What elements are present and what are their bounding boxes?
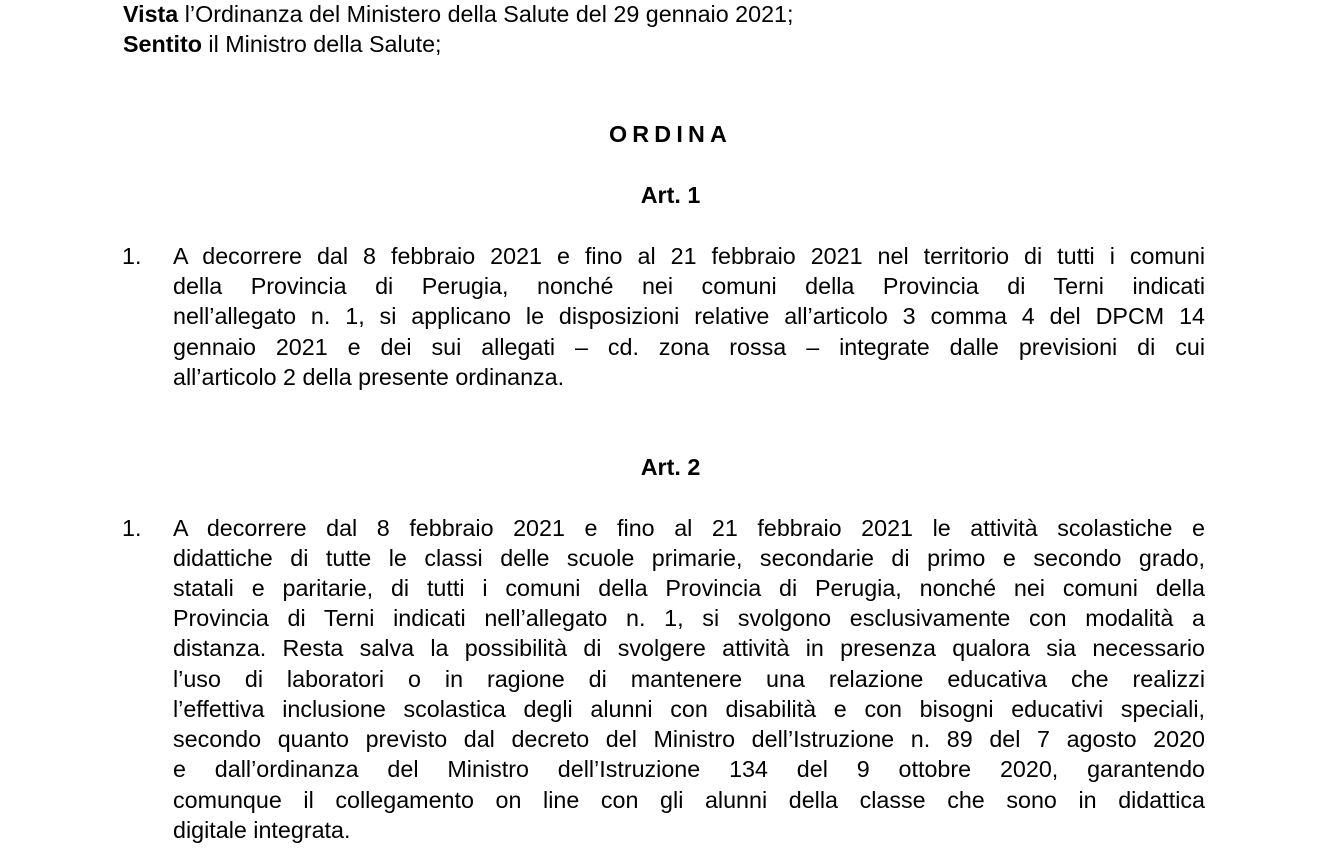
article-2-line: secondo quanto previsto dal decreto del Ministro dell’Istruzione n. 89 del 7 agosto 2020 [173,726,1205,752]
intro-keyword-vista: Vista [123,1,179,27]
intro-keyword-sentito: Sentito [123,31,202,57]
article-2-line: e dall’ordinanza del Ministro dell’Istruzione 134 del 9 ottobre 2020, garantendo [173,756,1205,782]
article-2-line: distanza. Resta salva la possibilità di svolgere attività in presenza qualora sia necessario [173,635,1205,661]
article-2-line: l’effettiva inclusione scolastica degli alunni con disabilità e con bisogni educativi speciali, [173,696,1205,722]
article-2-line: A decorrere dal 8 febbraio 2021 e fino al 21 febbraio 2021 le attività scolastiche e [173,515,1205,541]
article-2-line: statali e paritarie, di tutti i comuni della Provincia di Perugia, nonché nei comuni della [173,575,1205,601]
intro-text-vista: l’Ordinanza del Ministero della Salute del 29 gennaio 2021; [178,1,794,27]
article-2-line: digitale integrata. [173,817,351,843]
article-2-heading: Art. 2 [640,454,701,480]
article-2-line: comunque il collegamento on line con gli alunni della classe che sono in didattica [173,787,1205,813]
article-1-line: A decorrere dal 8 febbraio 2021 e fino al 21 febbraio 2021 nel territorio di tutti i comuni [173,243,1205,269]
article-1-heading: Art. 1 [640,182,701,208]
article-1-line: della Provincia di Perugia, nonché nei comuni della Provincia di Terni indicati [173,273,1205,299]
intro-line-sentito [123,29,442,59]
article-2-line: Provincia di Terni indicati nell’allegato n. 1, si svolgono esclusivamente con modalità a [173,605,1205,631]
article-2-item-number: 1. [122,515,142,541]
ordina-heading: ORDINA [608,121,733,147]
intro-line-vista [123,0,793,29]
article-2-line: didattiche di tutte le classi delle scuole primarie, secondarie di primo e secondo grado, [173,545,1205,571]
article-1-line: all’articolo 2 della presente ordinanza. [173,364,565,390]
article-1-line: nell’allegato n. 1, si applicano le disposizioni relative all’articolo 3 comma 4 del DPCM 14 [173,303,1205,329]
article-2-line: l’uso di laboratori o in ragione di mantenere una relazione educativa che realizzi [173,666,1205,692]
article-1-line: gennaio 2021 e dei sui allegati – cd. zona rossa – integrate dalle previsioni di cui [173,334,1205,360]
intro-text-sentito: il Ministro della Salute; [201,31,442,57]
article-1-item-number: 1. [122,243,142,269]
